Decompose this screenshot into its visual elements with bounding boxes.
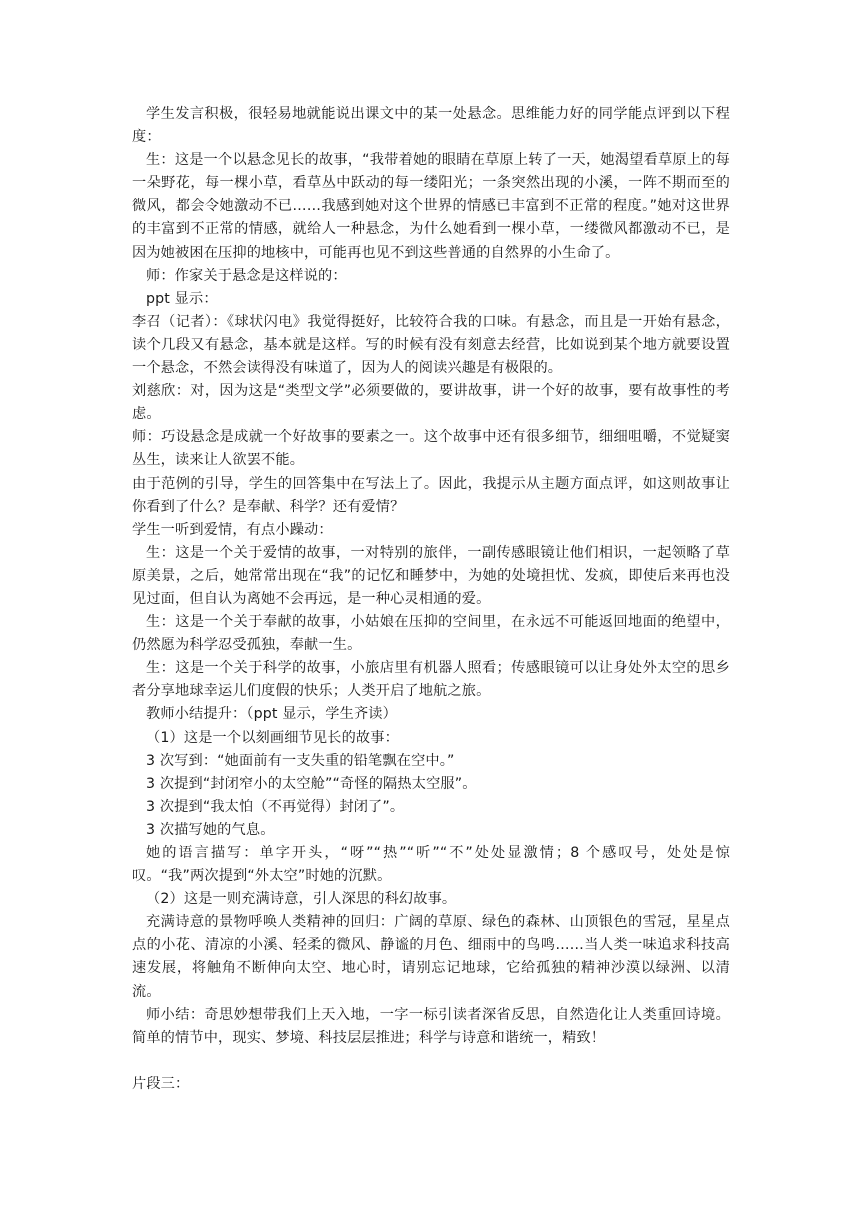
- paragraph: 充满诗意的景物呼唤人类精神的回归：广阔的草原、绿色的森林、山顶银色的雪冠，星星点点的小花、清凉的小溪、轻柔的微风、静谧的月色、细雨中的鸟鸣……当人类一味追求科技高速发展，将触角不断伸向太空、地心时，请别忘记地球，它给孤独的精神沙漠以绿洲、以清流。: [132, 914, 730, 1000]
- document-body: [132, 103, 730, 1096]
- paragraph: 师：巧设悬念是成就一个好故事的要素之一。这个故事中还有很多细节，细细咀嚼，不觉疑窦丛生，读来让人欲罢不能。: [132, 429, 730, 469]
- paragraph: 生：这是一个关于奉献的故事，小姑娘在压抑的空间里，在永远不可能返回地面的绝望中，仍然愿为科学忍受孤独，奉献一生。: [132, 614, 730, 654]
- paragraph: 3 次描写她的气息。: [146, 821, 275, 838]
- paragraph: （1）这是一个以刻画细节见长的故事：: [146, 729, 399, 746]
- paragraph: 师：作家关于悬念是这样说的：: [146, 267, 347, 284]
- paragraph: 她的语言描写：单字开头，“呀”“热”“听”“不”处处显激情；8 个感叹号，处处是惊叹。“我”两次提到“外太空”时她的沉默。: [132, 845, 730, 885]
- spacer: [132, 1050, 730, 1073]
- section-heading: 片段三：: [132, 1075, 190, 1092]
- paragraph: 刘慈欣：对，因为这是“类型文学”必须要做的，要讲故事，讲一个好的故事，要有故事性的考虑。: [132, 383, 730, 423]
- paragraph: 3 次写到：“她面前有一支失重的铅笔飘在空中。”: [146, 752, 455, 769]
- paragraph: 师小结：奇思妙想带我们上天入地，一字一标引读者深省反思，自然造化让人类重回诗境。简单的情节中，现实、梦境、科技层层推进；科学与诗意和谐统一，精致！: [132, 1006, 730, 1046]
- paragraph: ppt 显示：: [146, 290, 218, 307]
- paragraph: 3 次提到“封闭窄小的太空舱”“奇怪的隔热太空服”。: [146, 775, 477, 792]
- paragraph: 学生一听到爱情，有点小躁动：: [132, 521, 333, 538]
- paragraph: 由于范例的引导，学生的回答集中在写法上了。因此，我提示从主题方面点评，如这则故事让你看到了什么？是奉献、科学？还有爱情？: [132, 475, 730, 515]
- paragraph: 教师小结提升：（ppt 显示，学生齐读）: [146, 706, 397, 723]
- paragraph: （2）这是一则充满诗意，引人深思的科幻故事。: [146, 891, 457, 908]
- paragraph: 李召（记者）：《球状闪电》我觉得挺好，比较符合我的口味。有悬念，而且是一开始有悬念，读个几段又有悬念，基本就是这样。写的时候有没有刻意去经营，比如说到某个地方就要设置一个悬念，不然会读得没有味道了，因为人的阅读兴趣是有极限的。: [132, 313, 730, 377]
- paragraph: 生：这是一个关于科学的故事，小旅店里有机器人照看；传感眼镜可以让身处外太空的思乡者分享地球幸运儿们度假的快乐；人类开启了地航之旅。: [132, 660, 730, 700]
- paragraph: 生：这是一个以悬念见长的故事，“我带着她的眼睛在草原上转了一天，她渴望看草原上的每一朵野花，每一棵小草，看草丛中跃动的每一缕阳光；一条突然出现的小溪，一阵不期而至的微风，都会令她激动不已……我感到她对这个世界的情感已丰富到不正常的程度。”她对这世界的丰富到不正常的情感，就给人一种悬念，为什么她看到一棵小草，一缕微风都激动不已，是因为她被困在压抑的地核中，可能再也见不到这些普通的自然界的小生命了。: [132, 152, 730, 261]
- paragraph: 3 次提到“我太怕（不再觉得）封闭了”。: [146, 798, 405, 815]
- paragraph: 学生发言积极，很轻易地就能说出课文中的某一处悬念。思维能力好的同学能点评到以下程度：: [132, 106, 730, 146]
- paragraph: 生：这是一个关于爱情的故事，一对特别的旅伴，一副传感眼镜让他们相识，一起领略了草原美景，之后，她常常出现在“我”的记忆和睡梦中，为她的处境担忧、发疯，即使后来再也没见过面，但自认为离她不会再远，是一种心灵相通的爱。: [132, 544, 730, 607]
